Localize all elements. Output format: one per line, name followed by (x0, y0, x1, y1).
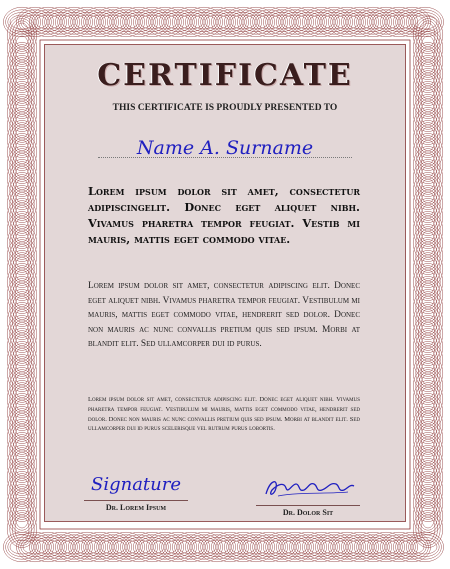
name-underline (98, 157, 352, 158)
paragraph-large: Lorem ipsum dolor sit amet, consectetur adipiscingelit. Donec eget aliquet nibh. Vivamus pharetra tempor feugiat. Vestib mi mauris, mattis eget commodo vitae. (88, 184, 360, 246)
signature-left: Signature (90, 474, 182, 495)
handwritten-signature-right (248, 474, 368, 500)
signer-label-left: Dr. Lorem Ipsum (105, 503, 167, 512)
recipient-name: Name A. Surname (136, 137, 314, 159)
signature-line-right (256, 505, 360, 506)
paragraph-medium: Lorem ipsum dolor sit amet, consectetur adipiscing elit. Donec eget aliquet nibh. Vivamus pharetra tempor feugiat. Vestibulum mi mauris, mattis eget commodo vitae, hendrerit sed dolor. Donec non mauris ac nunc convallis pretium quis sed ipsum. Morbi at blandit elit. Sed ullamcorper dui id purus. (88, 281, 360, 350)
signature-block-left (76, 474, 196, 512)
signature-line-left (84, 500, 188, 501)
signature-block-right (248, 474, 368, 517)
signer-label-right: Dr. Dolor Sit (282, 508, 334, 517)
paragraph-small: Lorem ipsum dolor sit amet, consectetur adipiscing elit. Donec eget aliquet nibh. Vivamus pharetra tempor feugiat. Vestibulum mi mauris, mattis eget commodo vitae, hendrerit sed dolor. Donec non mauris ac nunc convallis pretium quis sed ipsum. Morbi at blandit elit. Sed ullamcorper dui id purus scelerisque vel rutrum purus lobortis. (88, 396, 360, 433)
certificate-title: CERTIFICATE (97, 58, 353, 93)
presented-to-line: THIS CERTIFICATE IS PROUDLY PRESENTED TO (112, 103, 338, 113)
